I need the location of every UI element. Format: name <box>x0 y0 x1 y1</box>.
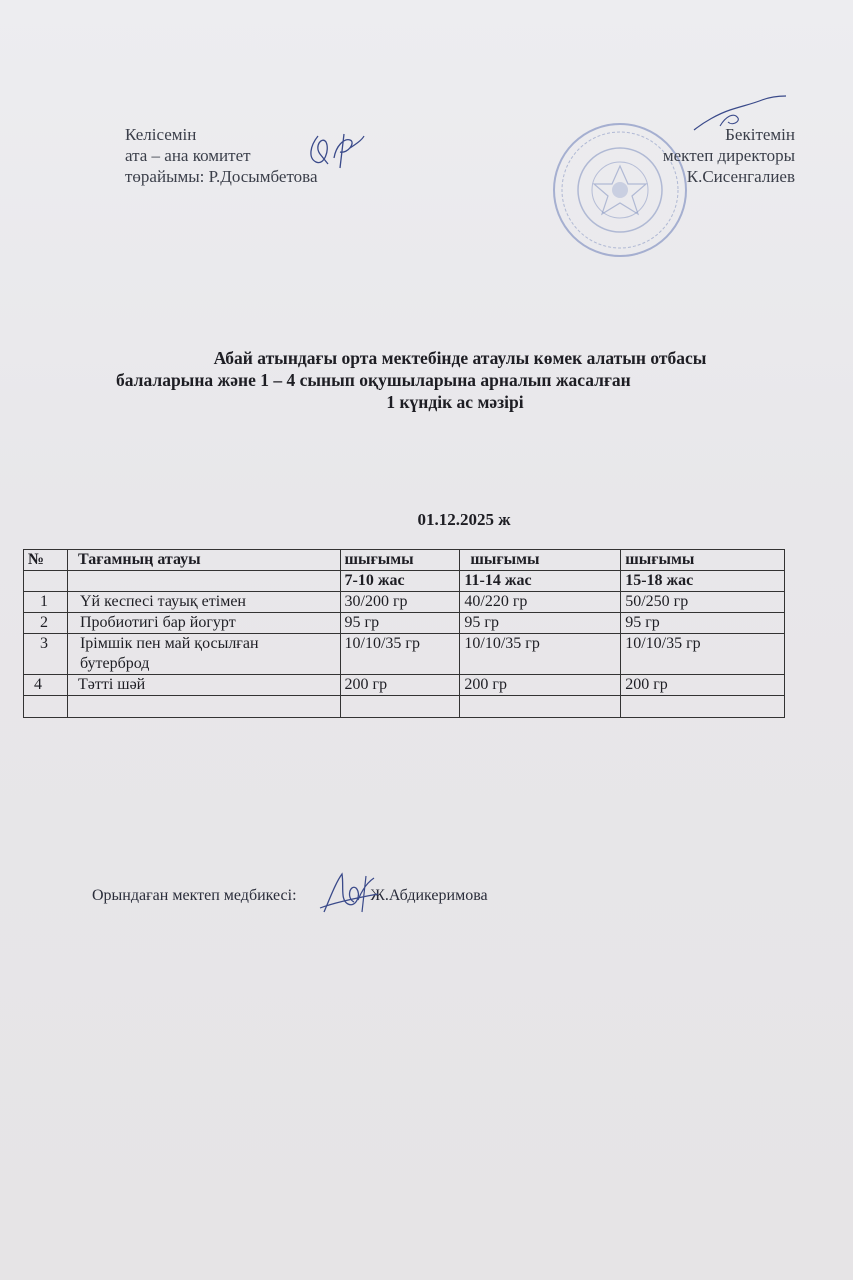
header-cell: 11-14 жас <box>460 571 621 592</box>
row-number: 1 <box>24 592 68 613</box>
dish-name: Пробиотигі бар йогурт <box>67 613 340 634</box>
portion-7-10: 30/200 гр <box>340 592 460 613</box>
dish-name: Тәтті шәй <box>67 675 340 696</box>
parent-committee-approval <box>125 124 318 187</box>
approval-right-line1: Бекітемін <box>725 125 795 144</box>
approval-left-line3: төрайымы: Р.Досымбетова <box>125 167 318 186</box>
portion-7-10: 10/10/35 гр <box>340 634 460 675</box>
empty-cell <box>460 696 621 718</box>
portion-15-18: 95 гр <box>621 613 785 634</box>
dish-name: Ірімшік пен май қосылған бутерброд <box>67 634 340 675</box>
row-number: 3 <box>24 634 68 675</box>
approval-left-line1: Келісемін <box>125 125 197 144</box>
header-cell: 7-10 жас <box>340 571 460 592</box>
table-row <box>24 634 785 675</box>
portion-11-14: 200 гр <box>460 675 621 696</box>
table-row-empty <box>24 696 785 718</box>
nurse-name: Ж.Абдикеримова <box>370 887 488 904</box>
row-number: 2 <box>24 613 68 634</box>
menu-date: 01.12.2025 ж <box>417 510 511 529</box>
signature-left-icon <box>300 128 370 173</box>
empty-cell <box>340 696 460 718</box>
header-cell: Тағамның атауы <box>67 550 340 571</box>
portion-15-18: 200 гр <box>621 675 785 696</box>
title-line3: 1 күндік ас мәзірі <box>386 392 524 412</box>
portion-15-18: 50/250 гр <box>621 592 785 613</box>
title-line2: балаларына және 1 – 4 сынып оқушыларына арналып жасалған <box>116 370 631 390</box>
portion-11-14: 95 гр <box>460 613 621 634</box>
table-row <box>24 613 785 634</box>
table-header-row <box>24 550 785 571</box>
portion-7-10: 95 гр <box>340 613 460 634</box>
empty-cell <box>67 696 340 718</box>
portion-11-14: 10/10/35 гр <box>460 634 621 675</box>
row-number: 4 <box>24 675 68 696</box>
header-cell <box>24 571 68 592</box>
approval-left-line2: ата – ана комитет <box>125 146 251 165</box>
header-cell <box>67 571 340 592</box>
title-line1: Абай атындағы орта мектебінде атаулы көмек алатын отбасы <box>213 348 707 368</box>
dish-name: Үй кеспесі тауық етімен <box>67 592 340 613</box>
header-cell: № <box>24 550 68 571</box>
table-row <box>24 675 785 696</box>
empty-cell <box>24 696 68 718</box>
header-cell: 15-18 жас <box>621 571 785 592</box>
nurse-signature-line <box>92 887 488 905</box>
approval-right-line3: К.Сисенгалиев <box>686 167 795 186</box>
signature-nurse-icon <box>318 868 380 918</box>
table-header-row <box>24 571 785 592</box>
portion-11-14: 40/220 гр <box>460 592 621 613</box>
empty-cell <box>621 696 785 718</box>
approval-right-line2: мектеп директоры <box>662 146 795 165</box>
portion-7-10: 200 гр <box>340 675 460 696</box>
portion-15-18: 10/10/35 гр <box>621 634 785 675</box>
nurse-label: Орындаған мектеп медбикесі: <box>92 887 297 904</box>
header-cell: шығымы <box>621 550 785 571</box>
table-row <box>24 592 785 613</box>
header-cell: шығымы <box>460 550 621 571</box>
document-title <box>60 347 800 413</box>
menu-table <box>23 549 785 718</box>
header-cell: шығымы <box>340 550 460 571</box>
director-approval <box>620 124 795 187</box>
